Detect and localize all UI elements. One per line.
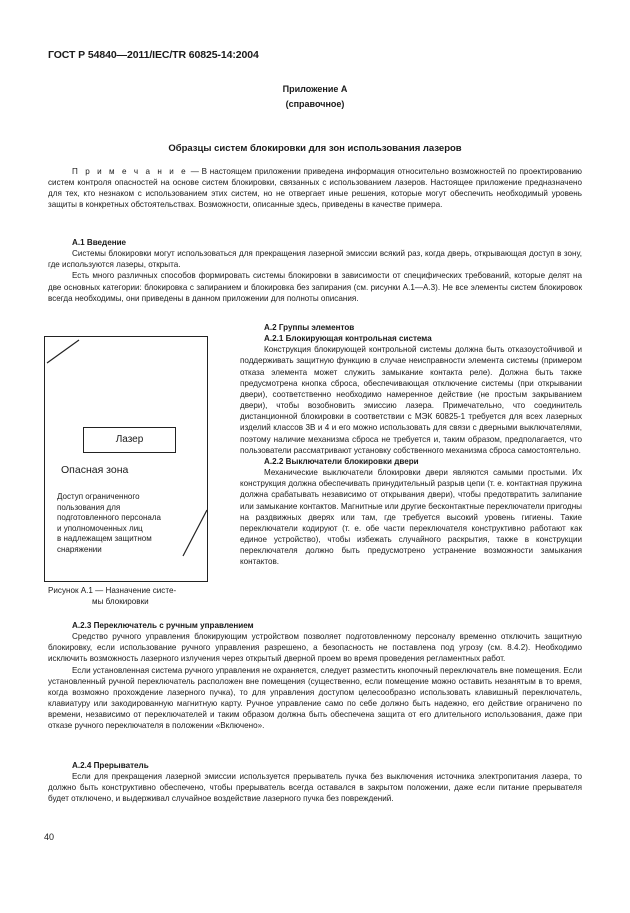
standard-header: ГОСТ Р 54840—2011/IEC/TR 60825-14:2004 bbox=[48, 49, 259, 61]
a22-paragraph: Механические выключатели блокировки двери являются самыми простыми. Их конструкция должна обеспечивать принудительный разрыв цепи (т. е. контактная пружина должна срабатывать независимо от открывания двери), чтобы предотвратить залипание или замыкание контактов. Магнитные или другие бесконтактные переключатели пригодны на раздвижных дверях или там, где требуется высокий уровень гигиены. Такие переключатели кодируют (т. е. обе части переключателя конструктивно работают как единое устройство), чтобы избежать случайного раскрытия, также в конструкции переключателя должно быть предусмотрено устранение возможности замыкания контактов. bbox=[240, 468, 582, 567]
section-a24 bbox=[48, 760, 582, 805]
a23-paragraph-1: Средство ручного управления блокирующим устройством позволяет подготовленному персоналу временно отключить защитную блокировку, если использование ручного управления разрешено, а безопасность не поставлена под угрозу (см. 8.4.2). Необходимо исключить возможность лазерного излучения через открытый дверной проем во время проведения регламентных работ. bbox=[48, 632, 582, 664]
intro-note bbox=[48, 166, 582, 211]
figure-a1-caption: Рисунок А.1 — Назначение систе- мы блокировки bbox=[48, 586, 177, 607]
annex-note: (справочное) bbox=[285, 99, 345, 109]
a22-heading: А.2.2 Выключатели блокировки двери bbox=[264, 456, 419, 466]
a2-heading: А.2 Группы элементов bbox=[264, 323, 355, 332]
figure-a1-frame bbox=[44, 336, 208, 582]
laser-box: Лазер bbox=[83, 427, 176, 453]
access-description: Доступ ограниченного пользования для подготовленного персонала и уполномоченных лиц в надлежащем защитном снаряжении bbox=[57, 492, 161, 554]
hazard-zone-label: Опасная зона bbox=[61, 464, 129, 476]
a24-paragraph: Если для прекращения лазерной эмиссии используется прерыватель пучка без выключения источника электропитания лазера, то должно быть конструктивно обеспечено, чтобы прерыватель всегда оставался в закрытом положении, даже если питание прерывателя будет отключено, и выдерживал случайное воздействие лазерного пучка без повреждений. bbox=[48, 772, 582, 804]
note-text: — В настоящем приложении приведена информация относительно возможностей по проектированию систем контроля опасностей на основе систем блокировки, связанных с использованием лазеров. Настоящее приложение предназначено для тех, кто незнаком с использованием этих систем, но не отвергает иные решения, которые могут обеспечить необходимый уровень защиты в конкретных обстоятельствах. Возможности, описанные здесь, приведены в качестве примера. bbox=[48, 167, 582, 210]
a1-paragraph-2: Есть много различных способов формировать системы блокировки в зависимости от специфических требований, которые делят на две основных категории: блокировка с запиранием и блокировка без запирания (см. рисунки А.1—А.3). Не все элементы систем блокировок всегда необходимы, они приведены в данном приложении для полноты описания. bbox=[48, 271, 582, 303]
a21-heading: А.2.1 Блокирующая контрольная система bbox=[264, 334, 432, 344]
note-label: П р и м е ч а н и е bbox=[72, 167, 188, 176]
annex-title: Приложение А bbox=[282, 84, 348, 94]
page-number: 40 bbox=[44, 832, 55, 842]
section-a2 bbox=[240, 322, 582, 567]
a23-paragraph-2: Если установленная система ручного управления не охраняется, следует разместить кнопочный переключатель вне помещения. Если установленный ручной переключатель расположен вне помещения (существенно, если помещение можно оставить незанятым в то время, когда возможно прохождение лазерного пучка), то для управления доступом целесообразно использовать клавишный переключатель, клавиатуру или закодированную магнитную карту. Ручное управление само по себе должно быть надежно, его действие ограничено по времени, независимо от переключателей и таким образом должна быть обеспечена защита от его длительного использования, даже при отказе ручного переключателя в положении «Включено». bbox=[48, 665, 582, 731]
a24-heading: А.2.4 Прерыватель bbox=[72, 761, 149, 770]
section-a23 bbox=[48, 620, 582, 732]
a23-heading: А.2.3 Переключатель с ручным управлением bbox=[72, 621, 254, 630]
a1-heading: А.1 Введение bbox=[72, 238, 127, 247]
a21-paragraph: Конструкция блокирующей контрольной системы должна быть отказоустойчивой и поддерживать защитную функцию в случае неисправности элемента системы (примером отказа элемента может служить замыкание контакта реле). Должна быть также предусмотрена кнопка сброса, обеспечивающая отключение системы (при открывании двери), соответственно необходимо намеренное действие (не простым закрыванием двери), чтобы возобновить эмиссию лазера. Примечательно, что соединитель дистанционной блокировки в соответствии с МЭК 60825-1 требуется для всех лазерных изделий классов 3В и 4 и его можно использовать для связи с дверными выключателями, поэтому наличие механизма сброса не требуется и, таким образом, предполагается, что пользователи рассматривают установку собственного механизма сброса самостоятельно. bbox=[240, 345, 582, 455]
section-a1 bbox=[48, 237, 582, 304]
a1-paragraph-1: Системы блокировки могут использоваться для прекращения лазерной эмиссии всякий раз, когда дверь, открывающая доступ в зону, где используются лазеры, открыта. bbox=[48, 249, 582, 270]
section-title: Образцы систем блокировки для зон использования лазеров bbox=[168, 143, 462, 154]
